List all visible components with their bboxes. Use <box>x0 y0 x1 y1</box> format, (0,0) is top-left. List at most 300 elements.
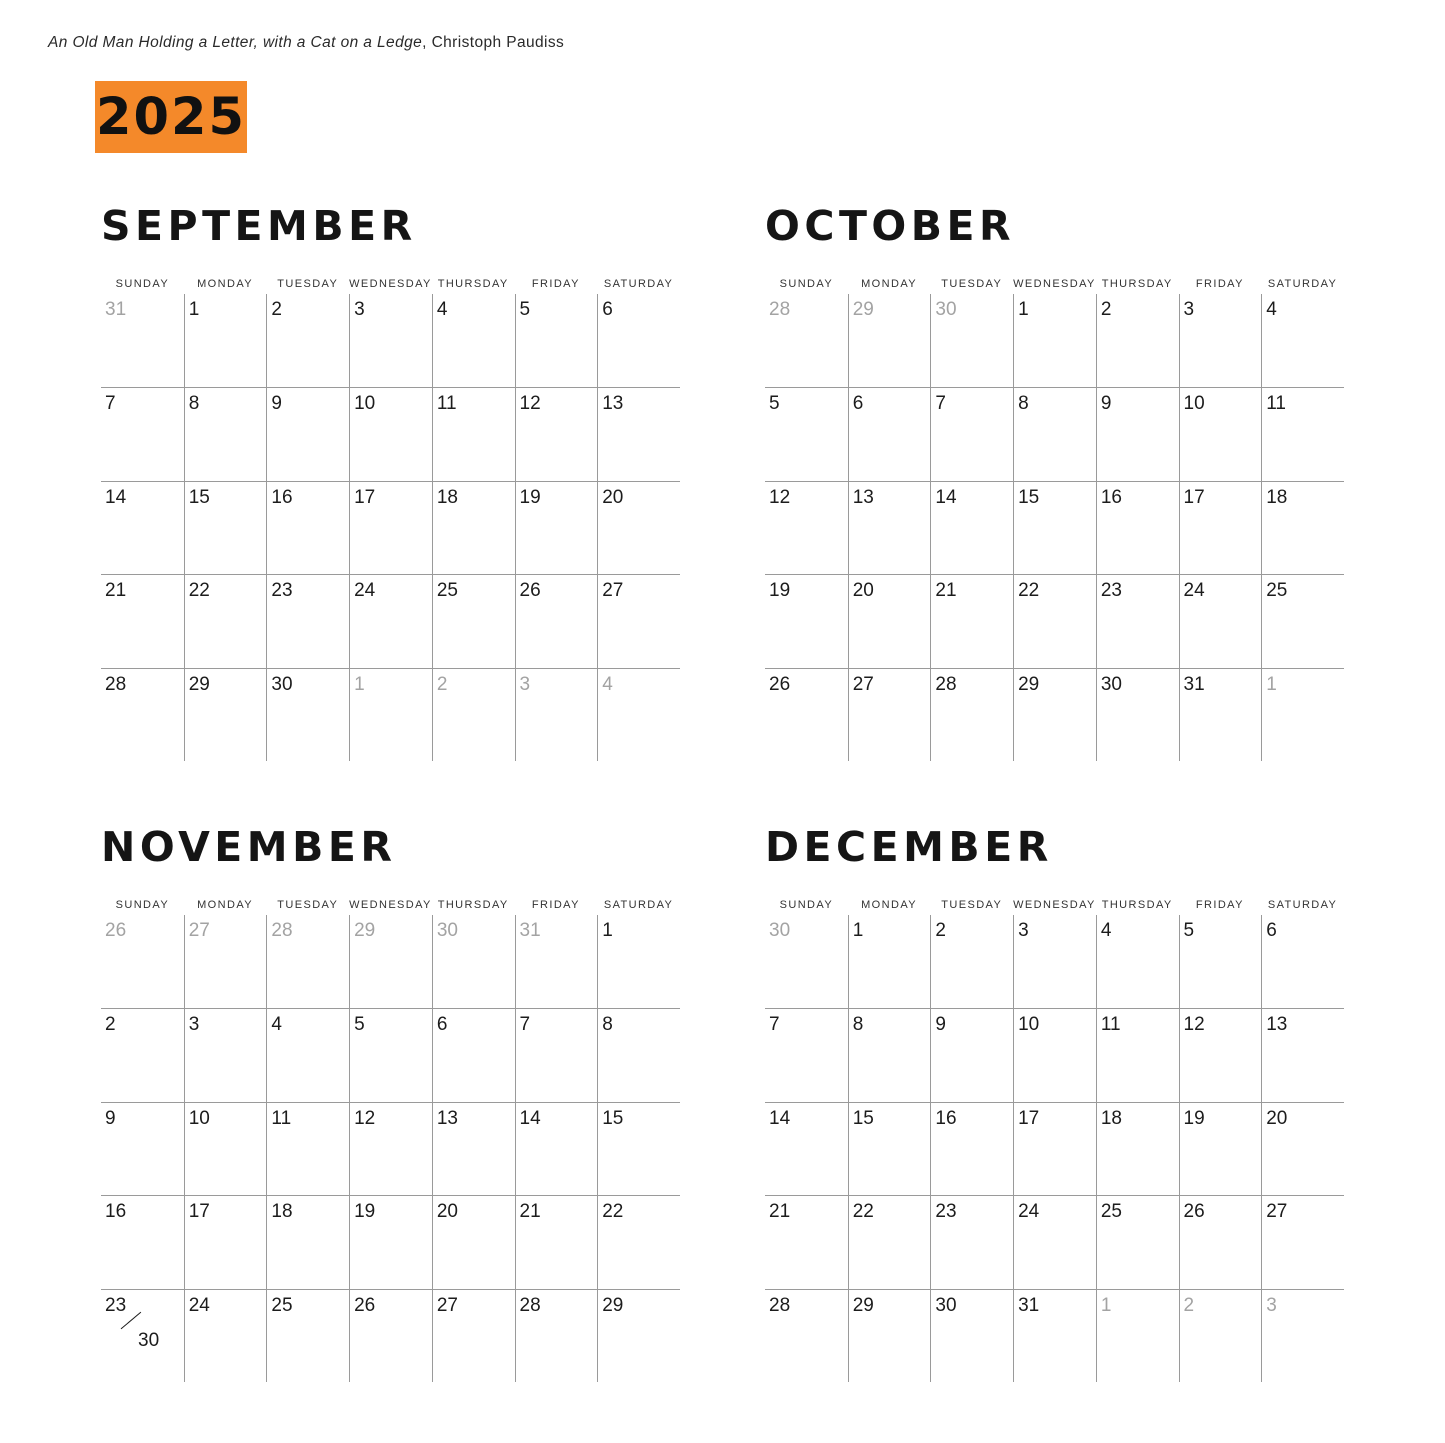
day-number: 11 <box>1266 393 1286 415</box>
day-cell[interactable] <box>101 1195 184 1288</box>
day-number: 18 <box>436 486 458 508</box>
day-cell[interactable] <box>1013 1195 1096 1288</box>
day-cell[interactable] <box>349 1289 432 1382</box>
day-cell[interactable] <box>1179 294 1262 387</box>
weekday-label: FRIDAY <box>531 278 580 290</box>
day-cell[interactable] <box>515 574 598 667</box>
day-cell[interactable] <box>1261 668 1344 761</box>
day-number: 27 <box>436 1294 458 1316</box>
day-number: 10 <box>188 1107 210 1129</box>
day-cell[interactable] <box>515 1008 598 1101</box>
day-number: 21 <box>935 580 957 602</box>
day-number: 18 <box>1266 486 1288 508</box>
day-number: 17 <box>1018 1107 1040 1129</box>
day-cell[interactable] <box>1261 294 1344 387</box>
day-cell[interactable] <box>930 668 1013 761</box>
weekday-label: MONDAY <box>861 278 917 290</box>
day-cell[interactable] <box>1096 294 1179 387</box>
day-number: 28 <box>105 673 127 695</box>
day-cell[interactable] <box>1096 1008 1179 1101</box>
day-grid <box>765 915 1344 1382</box>
day-number: 17 <box>354 486 376 508</box>
day-cell[interactable] <box>266 1008 349 1101</box>
day-cell[interactable] <box>848 387 931 480</box>
weekday-label: WEDNESDAY <box>1013 899 1096 911</box>
day-number: 6 <box>1266 920 1277 941</box>
day-number: 9 <box>1100 393 1112 415</box>
day-number: 8 <box>602 1014 613 1036</box>
day-number: 23 <box>105 1294 127 1316</box>
day-number: 28 <box>519 1294 541 1316</box>
day-cell[interactable] <box>1261 1195 1344 1288</box>
day-cell[interactable] <box>765 915 848 1008</box>
day-cell[interactable] <box>349 387 432 480</box>
day-cell[interactable] <box>930 481 1013 574</box>
day-number: 4 <box>271 1014 282 1036</box>
month-name: NOVEMBER <box>101 823 397 871</box>
day-number: 17 <box>1183 486 1205 508</box>
month-name: OCTOBER <box>765 202 1016 250</box>
day-number: 13 <box>1266 1014 1288 1036</box>
weekday-label: FRIDAY <box>531 899 580 911</box>
day-grid <box>765 294 1344 761</box>
adjacent-month-day-number: 1 <box>1266 673 1277 695</box>
day-number: 22 <box>852 1201 874 1223</box>
day-cell[interactable] <box>1096 915 1179 1008</box>
day-cell[interactable] <box>184 1195 267 1288</box>
day-cell[interactable] <box>930 1102 1013 1195</box>
day-cell[interactable] <box>597 1102 680 1195</box>
day-number: 6 <box>436 1014 448 1036</box>
day-cell[interactable] <box>1013 1289 1096 1382</box>
day-cell[interactable] <box>432 574 515 667</box>
adjacent-month-day-number: 28 <box>271 920 293 941</box>
day-number: 6 <box>852 393 864 415</box>
weekday-header <box>101 278 680 292</box>
day-cell[interactable] <box>848 481 931 574</box>
day-cell[interactable] <box>1179 1195 1262 1288</box>
adjacent-month-day-number: 31 <box>105 299 127 320</box>
day-number: 1 <box>852 920 864 941</box>
day-number: 11 <box>1100 1014 1121 1036</box>
day-cell[interactable] <box>1261 1289 1344 1382</box>
day-cell[interactable] <box>1013 668 1096 761</box>
day-number: 7 <box>935 393 946 415</box>
day-cell[interactable] <box>266 294 349 387</box>
weekday-label: SUNDAY <box>115 278 170 290</box>
day-number: 12 <box>769 486 791 508</box>
day-number: 1 <box>1018 299 1029 320</box>
day-cell[interactable] <box>101 915 184 1008</box>
weekday-label: SATURDAY <box>1267 278 1338 290</box>
day-cell[interactable] <box>1179 1102 1262 1195</box>
weekday-label: TUESDAY <box>277 899 339 911</box>
day-number: 16 <box>1100 486 1122 508</box>
day-number: 5 <box>519 299 531 320</box>
day-cell[interactable] <box>1013 1102 1096 1195</box>
day-number: 16 <box>935 1107 957 1129</box>
weekday-header <box>101 899 680 913</box>
day-number: 29 <box>602 1294 624 1316</box>
day-cell[interactable] <box>765 481 848 574</box>
day-cell[interactable] <box>930 1289 1013 1382</box>
month-november <box>101 823 680 1384</box>
day-cell[interactable] <box>1013 915 1096 1008</box>
month-december <box>765 823 1344 1384</box>
day-cell[interactable] <box>1096 481 1179 574</box>
day-cell[interactable] <box>101 668 184 761</box>
day-number: 22 <box>602 1201 624 1223</box>
weekday-label: SATURDAY <box>603 278 674 290</box>
adjacent-month-day-number: 2 <box>436 673 448 695</box>
day-cell[interactable] <box>1013 574 1096 667</box>
day-number: 11 <box>271 1107 292 1129</box>
day-number: 23 <box>271 580 293 602</box>
day-grid <box>101 915 680 1382</box>
day-number: 15 <box>188 486 210 508</box>
day-cell[interactable] <box>597 1289 680 1382</box>
day-number: 25 <box>436 580 458 602</box>
day-cell[interactable] <box>765 1008 848 1101</box>
day-cell[interactable] <box>1096 387 1179 480</box>
day-cell[interactable] <box>597 387 680 480</box>
day-number: 27 <box>852 673 874 695</box>
day-number: 4 <box>1100 920 1112 941</box>
weekday-header <box>765 278 1344 292</box>
day-cell[interactable] <box>432 915 515 1008</box>
day-number: 21 <box>519 1201 541 1223</box>
day-cell[interactable] <box>1096 1195 1179 1288</box>
day-cell[interactable] <box>848 1195 931 1288</box>
day-cell[interactable] <box>266 574 349 667</box>
day-cell[interactable] <box>515 1102 598 1195</box>
day-number: 22 <box>188 580 210 602</box>
day-cell[interactable] <box>184 294 267 387</box>
weekday-label: WEDNESDAY <box>349 899 432 911</box>
day-cell[interactable] <box>432 1008 515 1101</box>
day-number: 5 <box>354 1014 365 1036</box>
day-cell[interactable] <box>597 915 680 1008</box>
day-cell[interactable] <box>184 1008 267 1101</box>
weekday-label: THURSDAY <box>437 278 509 290</box>
day-cell[interactable] <box>515 481 598 574</box>
day-cell[interactable] <box>432 294 515 387</box>
day-cell[interactable] <box>266 387 349 480</box>
day-number: 20 <box>436 1201 458 1223</box>
day-cell[interactable] <box>848 1289 931 1382</box>
adjacent-month-day-number: 31 <box>519 920 541 941</box>
day-cell[interactable] <box>1261 1102 1344 1195</box>
weekday-header <box>765 899 1344 913</box>
day-number: 2 <box>1100 299 1112 320</box>
day-number: 7 <box>519 1014 531 1036</box>
day-number: 24 <box>188 1294 210 1316</box>
day-number: 20 <box>1266 1107 1288 1129</box>
day-number: 16 <box>105 1201 127 1223</box>
adjacent-month-day-number: 3 <box>1266 1294 1277 1316</box>
month-name: DECEMBER <box>765 823 1053 871</box>
day-number: 26 <box>354 1294 376 1316</box>
day-number: 5 <box>769 393 780 415</box>
day-cell[interactable] <box>184 1289 267 1382</box>
day-number: 7 <box>769 1014 780 1036</box>
day-number: 29 <box>1018 673 1040 695</box>
day-number: 31 <box>1018 1294 1040 1316</box>
day-cell[interactable] <box>515 915 598 1008</box>
day-cell[interactable] <box>349 574 432 667</box>
day-number: 3 <box>1183 299 1195 320</box>
day-cell[interactable] <box>432 668 515 761</box>
day-cell[interactable] <box>515 387 598 480</box>
day-cell[interactable] <box>349 915 432 1008</box>
day-cell[interactable] <box>349 1008 432 1101</box>
day-number: 30 <box>1100 673 1122 695</box>
day-cell[interactable] <box>101 294 184 387</box>
day-cell[interactable] <box>1013 481 1096 574</box>
adjacent-month-day-number: 1 <box>1100 1294 1112 1316</box>
day-cell[interactable] <box>515 668 598 761</box>
day-number: 24 <box>354 580 376 602</box>
day-number: 21 <box>769 1201 791 1223</box>
day-number: 14 <box>519 1107 541 1129</box>
day-cell[interactable] <box>1261 1008 1344 1101</box>
weekday-label: SUNDAY <box>115 899 170 911</box>
day-cell[interactable] <box>349 294 432 387</box>
year-badge: 2025 <box>95 81 247 153</box>
day-number: 8 <box>188 393 200 415</box>
day-cell[interactable] <box>101 1289 184 1382</box>
adjacent-month-day-number: 27 <box>188 920 210 941</box>
day-number: 9 <box>271 393 282 415</box>
day-cell[interactable] <box>266 481 349 574</box>
day-number: 9 <box>935 1014 946 1036</box>
day-number: 12 <box>354 1107 376 1129</box>
day-cell[interactable] <box>848 668 931 761</box>
adjacent-month-day-number: 1 <box>354 673 365 695</box>
day-number: 10 <box>1018 1014 1040 1036</box>
day-number: 3 <box>188 1014 200 1036</box>
day-number: 31 <box>1183 673 1205 695</box>
day-cell[interactable] <box>101 1008 184 1101</box>
day-number: 13 <box>602 393 624 415</box>
weekday-label: THURSDAY <box>1101 278 1173 290</box>
day-cell[interactable] <box>432 387 515 480</box>
day-cell[interactable] <box>1096 1102 1179 1195</box>
day-cell[interactable] <box>184 668 267 761</box>
day-number: 18 <box>271 1201 293 1223</box>
day-number: 30 <box>138 1329 160 1351</box>
day-cell[interactable] <box>848 915 931 1008</box>
day-number: 30 <box>935 1294 957 1316</box>
day-cell[interactable] <box>930 1195 1013 1288</box>
weekday-label: WEDNESDAY <box>1013 278 1096 290</box>
day-cell[interactable] <box>266 1289 349 1382</box>
weekday-label: SUNDAY <box>779 278 834 290</box>
day-cell[interactable] <box>848 574 931 667</box>
day-number: 25 <box>1266 580 1288 602</box>
month-name: SEPTEMBER <box>101 202 417 250</box>
day-cell[interactable] <box>930 915 1013 1008</box>
day-number: 10 <box>354 393 376 415</box>
day-number: 11 <box>436 393 457 415</box>
day-cell[interactable] <box>1179 481 1262 574</box>
day-cell[interactable] <box>349 1195 432 1288</box>
day-number: 29 <box>188 673 210 695</box>
day-cell[interactable] <box>597 1008 680 1101</box>
day-cell[interactable] <box>266 915 349 1008</box>
day-cell[interactable] <box>765 574 848 667</box>
adjacent-month-day-number: 2 <box>1183 1294 1195 1316</box>
day-cell[interactable] <box>597 668 680 761</box>
day-cell[interactable] <box>266 1102 349 1195</box>
adjacent-month-day-number: 26 <box>105 920 127 941</box>
day-number: 17 <box>188 1201 210 1223</box>
day-cell[interactable] <box>184 1102 267 1195</box>
day-cell[interactable] <box>1179 387 1262 480</box>
day-cell[interactable] <box>432 481 515 574</box>
weekday-label: TUESDAY <box>941 899 1003 911</box>
day-cell[interactable] <box>597 481 680 574</box>
day-cell[interactable] <box>266 668 349 761</box>
day-cell[interactable] <box>349 1102 432 1195</box>
day-number: 26 <box>519 580 541 602</box>
day-cell[interactable] <box>765 1102 848 1195</box>
adjacent-month-day-number: 29 <box>354 920 376 941</box>
day-cell[interactable] <box>266 1195 349 1288</box>
day-number: 23 <box>1100 580 1122 602</box>
day-number: 21 <box>105 580 127 602</box>
day-number: 2 <box>105 1014 116 1036</box>
adjacent-month-day-number: 30 <box>935 299 957 320</box>
adjacent-month-day-number: 30 <box>436 920 458 941</box>
day-cell[interactable] <box>930 294 1013 387</box>
caption-separator: , <box>422 34 432 51</box>
day-cell[interactable] <box>1261 481 1344 574</box>
day-number: 7 <box>105 393 116 415</box>
weekday-label: WEDNESDAY <box>349 278 432 290</box>
day-cell[interactable] <box>1013 294 1096 387</box>
weekday-label: MONDAY <box>197 278 253 290</box>
day-cell[interactable] <box>184 574 267 667</box>
day-number: 25 <box>1100 1201 1122 1223</box>
day-cell[interactable] <box>930 1008 1013 1101</box>
day-cell[interactable] <box>1261 387 1344 480</box>
day-cell[interactable] <box>930 387 1013 480</box>
day-cell[interactable] <box>349 481 432 574</box>
weekday-label: SATURDAY <box>1267 899 1338 911</box>
day-cell[interactable] <box>597 574 680 667</box>
day-number: 24 <box>1183 580 1205 602</box>
day-number: 14 <box>105 486 127 508</box>
day-grid <box>101 294 680 761</box>
day-number: 19 <box>519 486 541 508</box>
day-cell[interactable] <box>101 574 184 667</box>
day-number: 22 <box>1018 580 1040 602</box>
day-number: 29 <box>852 1294 874 1316</box>
day-cell[interactable] <box>597 1195 680 1288</box>
day-cell[interactable] <box>1261 574 1344 667</box>
day-cell[interactable] <box>1179 915 1262 1008</box>
day-number: 5 <box>1183 920 1195 941</box>
weekday-label: THURSDAY <box>1101 899 1173 911</box>
day-cell[interactable] <box>432 1289 515 1382</box>
day-cell[interactable] <box>1261 915 1344 1008</box>
day-number: 2 <box>935 920 946 941</box>
day-cell[interactable] <box>101 387 184 480</box>
adjacent-month-day-number: 4 <box>602 673 613 695</box>
day-number: 13 <box>852 486 874 508</box>
day-cell[interactable] <box>1013 387 1096 480</box>
day-cell[interactable] <box>101 1102 184 1195</box>
day-cell[interactable] <box>1179 1289 1262 1382</box>
weekday-label: FRIDAY <box>1195 899 1244 911</box>
day-number: 1 <box>602 920 613 941</box>
day-number: 20 <box>602 486 624 508</box>
day-number: 14 <box>935 486 957 508</box>
day-cell[interactable] <box>184 915 267 1008</box>
day-cell[interactable] <box>848 1008 931 1101</box>
day-number: 9 <box>105 1107 116 1129</box>
day-number: 27 <box>602 580 624 602</box>
day-number: 25 <box>271 1294 293 1316</box>
day-cell[interactable] <box>1179 1008 1262 1101</box>
day-cell[interactable] <box>432 1102 515 1195</box>
day-number: 19 <box>1183 1107 1205 1129</box>
day-cell[interactable] <box>1096 668 1179 761</box>
weekday-label: MONDAY <box>861 899 917 911</box>
day-number: 20 <box>852 580 874 602</box>
day-number: 28 <box>935 673 957 695</box>
artwork-caption <box>48 34 564 52</box>
day-cell[interactable] <box>930 574 1013 667</box>
day-cell[interactable] <box>597 294 680 387</box>
day-cell[interactable] <box>1013 1008 1096 1101</box>
day-number: 4 <box>436 299 448 320</box>
day-cell[interactable] <box>515 1289 598 1382</box>
day-cell[interactable] <box>848 1102 931 1195</box>
artwork-artist: Christoph Paudiss <box>431 34 565 51</box>
adjacent-month-day-number: 3 <box>519 673 531 695</box>
day-number: 28 <box>769 1294 791 1316</box>
day-cell[interactable] <box>765 387 848 480</box>
day-cell[interactable] <box>765 294 848 387</box>
weekday-label: THURSDAY <box>437 899 509 911</box>
day-cell[interactable] <box>184 387 267 480</box>
day-number: 15 <box>602 1107 624 1129</box>
day-cell[interactable] <box>1179 668 1262 761</box>
day-cell[interactable] <box>848 294 931 387</box>
day-cell[interactable] <box>515 294 598 387</box>
day-cell[interactable] <box>1096 1289 1179 1382</box>
day-number: 27 <box>1266 1201 1288 1223</box>
adjacent-month-day-number: 29 <box>852 299 874 320</box>
day-number: 6 <box>602 299 613 320</box>
day-cell[interactable] <box>432 1195 515 1288</box>
day-cell[interactable] <box>184 481 267 574</box>
day-cell[interactable] <box>1096 574 1179 667</box>
day-cell[interactable] <box>101 481 184 574</box>
day-cell[interactable] <box>765 1289 848 1382</box>
day-cell[interactable] <box>1179 574 1262 667</box>
day-cell[interactable] <box>349 668 432 761</box>
day-cell[interactable] <box>765 668 848 761</box>
day-number: 3 <box>354 299 365 320</box>
weekday-label: TUESDAY <box>277 278 339 290</box>
day-number: 19 <box>769 580 791 602</box>
day-cell[interactable] <box>765 1195 848 1288</box>
day-cell[interactable] <box>515 1195 598 1288</box>
day-number: 2 <box>271 299 282 320</box>
